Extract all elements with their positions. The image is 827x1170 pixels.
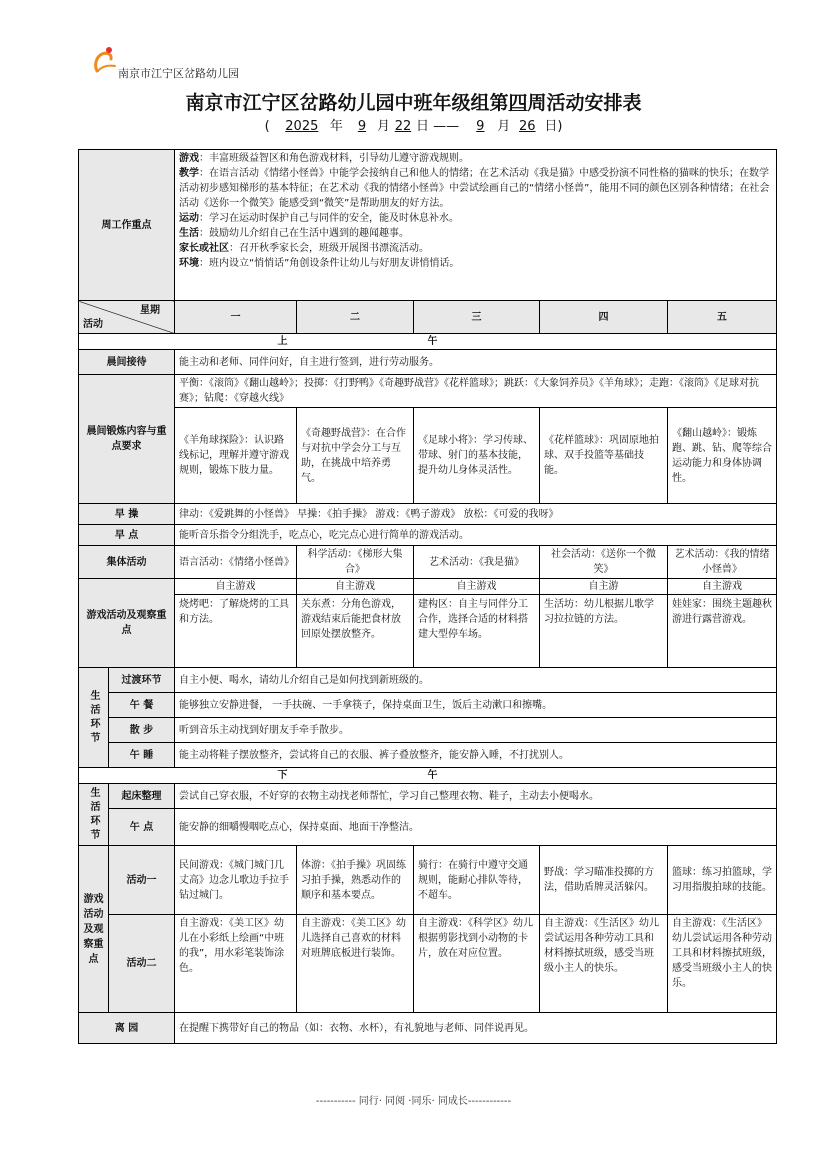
afternoon-life-label: 生活环节 [79, 784, 109, 846]
activity2-thu: 自主游戏：《生活区》幼儿尝试运用各种劳动工具和材料擦拭班级，感受当班级小主人的快乐。 [540, 915, 668, 1013]
activity1-thu: 野战：学习瞄准投掷的方法，借助盾牌灵活躲闪。 [540, 846, 668, 915]
exercise-general-row [79, 375, 777, 408]
page-title: 南京市江宁区岔路幼儿园中班年级组第四周活动安排表 [185, 92, 642, 114]
exercise-wed: 《足球小将》：学习传球、带球、射门的基本技能，提升幼儿身体灵活性。 [414, 408, 540, 504]
life-walk-label: 散 步 [109, 718, 175, 743]
play-mon: 自主游戏 烧烤吧：了解烧烤的工具和方法。 [175, 579, 297, 668]
weekly-focus-label: 周工作重点 [79, 150, 175, 301]
play-thu: 自主游 生活坊：幼儿根据儿歌学习拉拉链的方法。 [540, 579, 668, 668]
pm-activity2-row [79, 915, 777, 1013]
group-wed: 艺术活动：《我是猫》 [414, 546, 540, 579]
morning-section-label: 上午 [79, 334, 777, 350]
pm-life-row-wakeup [79, 784, 777, 809]
play-wed: 自主游戏 建构区：自主与同伴分工合作，选择合适的材料搭建大型停车场。 [414, 579, 540, 668]
day-fri: 五 [668, 301, 777, 334]
end-day: 26 [519, 119, 536, 134]
exercise-label: 晨间锻炼内容与重点要求 [79, 375, 175, 504]
life-lunch-text: 能够独立安静进餐， 一手扶碗、一手拿筷子，保持桌面卫生，饭后主动漱口和擦嘴。 [175, 693, 777, 718]
life-lunch-label: 午 餐 [109, 693, 175, 718]
activity2-fri: 自主游戏：《生活区》幼儿尝试运用各种劳动工具和材料擦拭班级，感受当班级小主人的快乐。 [668, 915, 777, 1013]
start-year: 2025 [285, 119, 319, 134]
leave-row [79, 1013, 777, 1044]
activity2-mon: 自主游戏：《美工区》幼儿在小彩纸上绘画“中班的我”，用水彩笔装饰涂色。 [175, 915, 297, 1013]
weekly-focus-content: 游戏：丰富班级益智区和角色游戏材料，引导幼儿遵守游戏规则。 教学：在语言活动《情绪小怪兽》中能学会接纳自己和他人的情绪；在艺术活动《我是猫》中感受扮演不同性格的猫咪的快乐；在数学活动初步感知梯形的基本特征；在艺术动《我的情绪小怪兽》中尝试绘画自己的“情绪小怪兽”，能用不同的颜色区别各种情绪；在社会活动《送你一个微笑》能感受到“微笑”是帮助朋友的好方法。 运动：学习在运动时保护自己与同伴的安全，能及时休息补水。 生活：鼓励幼儿介绍自己在生活中遇到的趣闻趣事。 家长或社区：召开秋季家长会，班级开展图书漂流活动。 环境：班内设立“悄悄话”角创设条件让幼儿与好朋友讲悄悄话。 [175, 150, 777, 301]
group-fri: 艺术活动：《我的情绪小怪兽》 [668, 546, 777, 579]
leave-label: 离 园 [79, 1013, 175, 1044]
morning-snack-label: 早 点 [79, 525, 175, 546]
reception-label: 晨间接待 [79, 350, 175, 375]
school-name: 南京市江宁区岔路幼儿园 [118, 67, 239, 80]
day-header-corner: 星期 活动 [79, 301, 175, 334]
afternoon-play-label: 游戏活动及观察重点 [79, 846, 109, 1013]
pm-activity1-row [79, 846, 777, 915]
pm-life-row-snack [79, 809, 777, 846]
play-tue: 自主游戏 关东煮：分角色游戏，游戏结束后能把食材放回原处摆放整齐。 [297, 579, 414, 668]
life-row-lunch [79, 693, 777, 718]
activity1-mon: 民间游戏：《城门城门几丈高》边念儿歌边手拉手钻过城门。 [175, 846, 297, 915]
morning-exercises-text: 律动：《爱跳舞的小怪兽》 早操：《拍手操》 游戏：《鸭子游戏》 放松：《可爱的我呀》 [175, 504, 777, 525]
morning-snack-row [79, 525, 777, 546]
leave-text: 在提醒下携带好自己的物品（如：衣物、水杯），有礼貌地与老师、同伴说再见。 [175, 1013, 777, 1044]
pm-snack-text: 能安静的细嚼慢咽吃点心，保持桌面、地面干净整洁。 [175, 809, 777, 846]
date-range: ( 2025 年 9 月 22 日 —— 9 月 26 日) [264, 119, 563, 134]
activity1-wed: 骑行：在骑行中遵守交通规则，能耐心排队等待，不超车。 [414, 846, 540, 915]
exercise-mon: 《羊角球探险》：认识路线标记，理解并遵守游戏规则，锻炼下肢力量。 [175, 408, 297, 504]
exercise-thu: 《花样篮球》：巩固原地拍球、双手投篮等基础技能。 [540, 408, 668, 504]
morning-life-label: 生活环节 [79, 668, 109, 768]
day-header-row [79, 301, 777, 334]
morning-exercises-label: 早 操 [79, 504, 175, 525]
pm-wakeup-label: 起床整理 [109, 784, 175, 809]
life-transition-label: 过渡环节 [109, 668, 175, 693]
exercise-general-text: 平衡：《滚筒》《翻山越岭》；投掷：《打野鸭》《奇趣野战营》《花样篮球》；跳跃：《大象饲养员》《羊角球》；走跑：《滚筒》《足球对抗赛》；钻爬：《穿越火线》 [175, 375, 777, 408]
weekly-focus-row [79, 150, 777, 301]
group-activity-row [79, 546, 777, 579]
activity1-label: 活动一 [109, 846, 175, 915]
life-row-walk [79, 718, 777, 743]
pm-snack-label: 午 点 [109, 809, 175, 846]
life-row-nap [79, 743, 777, 768]
group-tue: 科学活动：《梯形大集合》 [297, 546, 414, 579]
kindergarten-logo-icon [92, 44, 118, 74]
start-day: 22 [394, 119, 412, 134]
afternoon-section-label: 下午 [79, 768, 777, 784]
life-row-transition [79, 668, 777, 693]
reception-text: 能主动和老师、同伴问好，自主进行签到，进行劳动服务。 [175, 350, 777, 375]
morning-play-row [79, 579, 777, 668]
end-month: 9 [476, 119, 485, 134]
play-fri: 自主游戏 娃娃家：围绕主题趣秋游进行露营游戏。 [668, 579, 777, 668]
exercise-fri: 《翻山越岭》：锻炼跑、跳、钻、爬等综合运动能力和身体协调性。 [668, 408, 777, 504]
activity1-tue: 体游：《拍手操》巩固练习拍手操，熟悉动作的顺序和基本要点。 [297, 846, 414, 915]
day-tue: 二 [297, 301, 414, 334]
day-mon: 一 [175, 301, 297, 334]
start-month: 9 [357, 119, 367, 134]
morning-snack-text: 能听音乐指令分组洗手，吃点心，吃完点心进行简单的游戏活动。 [175, 525, 777, 546]
activity2-label: 活动二 [109, 915, 175, 1013]
reception-row [79, 350, 777, 375]
day-wed: 三 [414, 301, 540, 334]
life-transition-text: 自主小便、喝水，请幼儿介绍自己是如何找到新班级的。 [175, 668, 777, 693]
exercise-tue: 《奇趣野战营》：在合作与对抗中学会分工与互助，在挑战中培养勇气。 [297, 408, 414, 504]
activity1-fri: 篮球：练习拍篮球，学习用指腹拍球的技能。 [668, 846, 777, 915]
life-walk-text: 听到音乐主动找到好朋友手牵手散步。 [175, 718, 777, 743]
group-mon: 语言活动：《情绪小怪兽》 [175, 546, 297, 579]
day-thu: 四 [540, 301, 668, 334]
life-nap-label: 午 睡 [109, 743, 175, 768]
group-activity-label: 集体活动 [79, 546, 175, 579]
morning-play-label: 游戏活动及观察重点 [79, 579, 175, 668]
activity2-wed: 自主游戏：《科学区》幼儿根据剪影找到小动物的卡片，放在对应位置。 [414, 915, 540, 1013]
week-number: 四 [508, 92, 528, 114]
pm-wakeup-text: 尝试自己穿衣服，不好穿的衣物主动找老师帮忙，学习自己整理衣物、鞋子，主动去小便喝水。 [175, 784, 777, 809]
morning-exercises-row [79, 504, 777, 525]
life-nap-text: 能主动将鞋子摆放整齐，尝试将自己的衣服、裤子叠放整齐，能安静入睡，不打扰别人。 [175, 743, 777, 768]
weekly-schedule-table [78, 149, 777, 1044]
activity2-tue: 自主游戏：《美工区》幼儿选择自己喜欢的材料对班牌底板进行装饰。 [297, 915, 414, 1013]
exercise-days-row [79, 408, 777, 504]
page-footer: ----------- 同行· 同阅 ·同乐· 同成长------------ [315, 1096, 512, 1107]
group-thu: 社会活动：《送你一个微笑》 [540, 546, 668, 579]
